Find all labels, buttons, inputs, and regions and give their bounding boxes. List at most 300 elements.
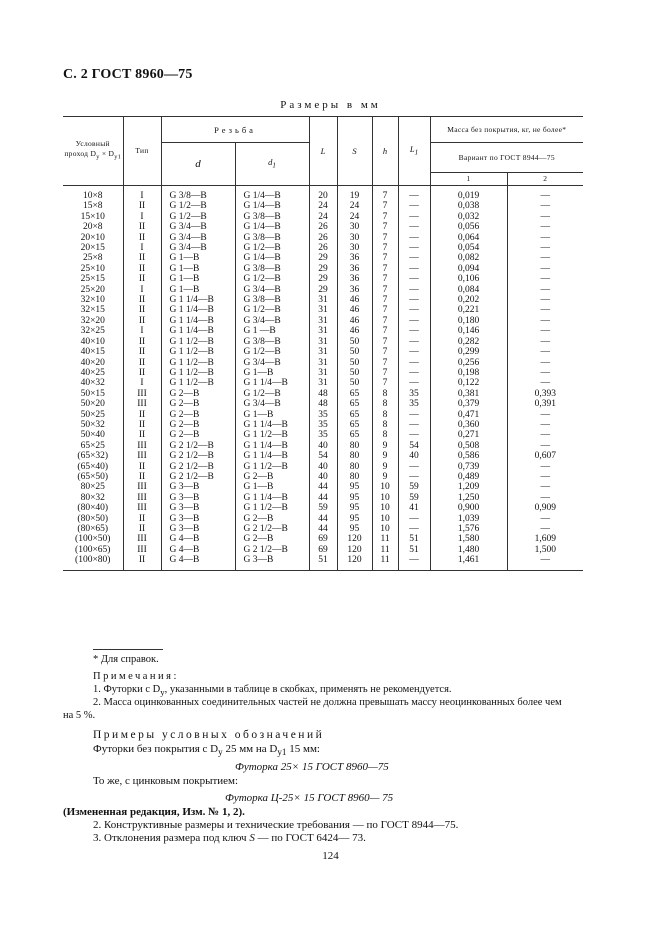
cell-mass-variant-1: 0,508: [430, 441, 507, 451]
col-header-variant-2: 2: [507, 173, 583, 186]
cell-S: 80: [337, 472, 372, 482]
cell-h: 9: [372, 451, 398, 461]
cell-L1: 59: [398, 482, 430, 492]
cell-thread-d1: G 3/8—B: [235, 233, 309, 243]
col-header-h: h: [372, 117, 398, 186]
cell-h: 7: [372, 274, 398, 284]
cell-type: III: [123, 451, 161, 461]
cell-S: 50: [337, 368, 372, 378]
cell-type: II: [123, 524, 161, 534]
cell-nominal-bore: 20×10: [63, 233, 123, 243]
cell-mass-variant-2: 1,500: [507, 545, 583, 555]
table-row: [63, 243, 583, 253]
cell-h: 7: [372, 222, 398, 232]
cell-type: II: [123, 368, 161, 378]
cell-mass-variant-1: 0,084: [430, 285, 507, 295]
cell-thread-d: G 1 1/4—B: [161, 326, 235, 336]
cell-type: II: [123, 201, 161, 211]
cell-S: 50: [337, 358, 372, 368]
cell-nominal-bore: 25×8: [63, 253, 123, 263]
cell-thread-d: G 4—B: [161, 534, 235, 544]
table-row: [63, 285, 583, 295]
cell-thread-d: G 1/2—B: [161, 201, 235, 211]
cell-h: 10: [372, 514, 398, 524]
cell-h: 11: [372, 534, 398, 544]
cell-mass-variant-1: 0,054: [430, 243, 507, 253]
page-header: С. 2 ГОСТ 8960—75: [63, 67, 193, 82]
table-row: [63, 337, 583, 347]
cell-thread-d1: G 3/4—B: [235, 285, 309, 295]
table-row: [63, 295, 583, 305]
cell-L1: —: [398, 233, 430, 243]
cell-type: III: [123, 482, 161, 492]
cell-L: 31: [309, 305, 337, 315]
cell-mass-variant-1: 0,739: [430, 462, 507, 472]
cell-mass-variant-2: —: [507, 243, 583, 253]
cell-type: II: [123, 264, 161, 274]
cell-S: 120: [337, 555, 372, 570]
cell-mass-variant-2: —: [507, 524, 583, 534]
table-row: [63, 430, 583, 440]
cell-thread-d1: G 1—B: [235, 410, 309, 420]
cell-h: 7: [372, 368, 398, 378]
cell-L1: —: [398, 514, 430, 524]
cell-mass-variant-2: —: [507, 316, 583, 326]
cell-thread-d: G 1 1/4—B: [161, 295, 235, 305]
cell-thread-d: G 1 1/2—B: [161, 337, 235, 347]
cell-S: 50: [337, 378, 372, 388]
cell-mass-variant-1: 1,209: [430, 482, 507, 492]
cell-S: 36: [337, 253, 372, 263]
table-row: [63, 358, 583, 368]
table-row: [63, 410, 583, 420]
cell-type: II: [123, 358, 161, 368]
cell-mass-variant-1: 1,480: [430, 545, 507, 555]
cell-L1: —: [398, 222, 430, 232]
cell-L1: —: [398, 420, 430, 430]
cell-L: 35: [309, 430, 337, 440]
table-row: [63, 441, 583, 451]
cell-mass-variant-2: —: [507, 186, 583, 202]
page-number: 124: [322, 850, 339, 862]
cell-thread-d: G 1 1/2—B: [161, 358, 235, 368]
cell-L1: —: [398, 337, 430, 347]
cell-thread-d1: G 1/4—B: [235, 222, 309, 232]
cell-L: 29: [309, 253, 337, 263]
cell-h: 8: [372, 399, 398, 409]
cell-thread-d1: G 1/4—B: [235, 186, 309, 202]
cell-mass-variant-2: —: [507, 555, 583, 570]
cell-L: 29: [309, 285, 337, 295]
cell-L: 40: [309, 462, 337, 472]
cell-thread-d: G 1—B: [161, 253, 235, 263]
col-header-variant-1: 1: [430, 173, 507, 186]
cell-L: 31: [309, 295, 337, 305]
example-2-designation: Футорка Ц-25× 15 ГОСТ 8960— 75: [225, 792, 394, 804]
cell-h: 10: [372, 493, 398, 503]
table-row: [63, 482, 583, 492]
cell-L: 44: [309, 514, 337, 524]
cell-L: 31: [309, 368, 337, 378]
cell-L1: —: [398, 410, 430, 420]
cell-nominal-bore: (100×80): [63, 555, 123, 570]
cell-mass-variant-1: 0,282: [430, 337, 507, 347]
cell-nominal-bore: 10×8: [63, 186, 123, 202]
cell-thread-d1: G 1 1/4—B: [235, 420, 309, 430]
cell-L: 24: [309, 201, 337, 211]
table-row: [63, 378, 583, 388]
cell-S: 65: [337, 430, 372, 440]
cell-mass-variant-1: 0,360: [430, 420, 507, 430]
cell-S: 30: [337, 222, 372, 232]
cell-thread-d1: G 1 1/4—B: [235, 493, 309, 503]
cell-h: 9: [372, 472, 398, 482]
cell-S: 19: [337, 186, 372, 202]
cell-L1: —: [398, 186, 430, 202]
cell-mass-variant-2: —: [507, 378, 583, 388]
cell-L1: —: [398, 472, 430, 482]
cell-mass-variant-1: 0,032: [430, 212, 507, 222]
cell-L: 29: [309, 264, 337, 274]
cell-mass-variant-2: —: [507, 233, 583, 243]
cell-thread-d1: G 1/2—B: [235, 305, 309, 315]
cell-nominal-bore: 50×20: [63, 399, 123, 409]
item-2: 2. Конструктивные размеры и технические требования — по ГОСТ 8944—75.: [93, 819, 459, 831]
cell-mass-variant-1: 0,489: [430, 472, 507, 482]
cell-L1: —: [398, 524, 430, 534]
cell-mass-variant-2: —: [507, 420, 583, 430]
cell-thread-d1: G 2—B: [235, 534, 309, 544]
cell-L: 59: [309, 503, 337, 513]
table-row: [63, 545, 583, 555]
footnote: * Для справок.: [93, 654, 159, 665]
cell-mass-variant-2: —: [507, 212, 583, 222]
cell-L: 26: [309, 243, 337, 253]
cell-nominal-bore: 80×32: [63, 493, 123, 503]
cell-thread-d: G 2 1/2—B: [161, 451, 235, 461]
cell-L: 35: [309, 410, 337, 420]
cell-mass-variant-2: —: [507, 368, 583, 378]
cell-L: 26: [309, 222, 337, 232]
cell-thread-d: G 1/2—B: [161, 212, 235, 222]
cell-mass-variant-2: —: [507, 295, 583, 305]
cell-nominal-bore: 20×8: [63, 222, 123, 232]
cell-nominal-bore: 50×25: [63, 410, 123, 420]
cell-S: 65: [337, 389, 372, 399]
cell-S: 50: [337, 347, 372, 357]
cell-L: 31: [309, 347, 337, 357]
cell-S: 46: [337, 295, 372, 305]
cell-L: 44: [309, 482, 337, 492]
notes-title: Примечания:: [93, 671, 179, 682]
cell-mass-variant-1: 1,250: [430, 493, 507, 503]
cell-mass-variant-2: —: [507, 285, 583, 295]
table-row: [63, 503, 583, 513]
cell-h: 7: [372, 243, 398, 253]
cell-mass-variant-2: —: [507, 493, 583, 503]
cell-type: III: [123, 503, 161, 513]
cell-mass-variant-1: 1,039: [430, 514, 507, 524]
cell-L1: —: [398, 274, 430, 284]
cell-mass-variant-1: 1,461: [430, 555, 507, 570]
cell-L1: 51: [398, 545, 430, 555]
cell-L: 40: [309, 472, 337, 482]
cell-mass-variant-1: 1,576: [430, 524, 507, 534]
cell-thread-d: G 2—B: [161, 430, 235, 440]
edition-note: (Измененная редакция, Изм. № 1, 2).: [63, 806, 245, 818]
cell-mass-variant-2: —: [507, 201, 583, 211]
cell-L: 31: [309, 378, 337, 388]
cell-thread-d: G 4—B: [161, 545, 235, 555]
cell-h: 7: [372, 233, 398, 243]
cell-S: 50: [337, 337, 372, 347]
cell-h: 7: [372, 285, 398, 295]
cell-type: I: [123, 243, 161, 253]
cell-mass-variant-1: 1,580: [430, 534, 507, 544]
table-row: [63, 524, 583, 534]
cell-thread-d1: G 2—B: [235, 472, 309, 482]
cell-nominal-bore: 32×25: [63, 326, 123, 336]
cell-type: I: [123, 378, 161, 388]
cell-S: 36: [337, 274, 372, 284]
cell-thread-d: G 1—B: [161, 285, 235, 295]
cell-thread-d1: G 1 1/2—B: [235, 430, 309, 440]
cell-L1: —: [398, 305, 430, 315]
cell-nominal-bore: 25×10: [63, 264, 123, 274]
cell-h: 11: [372, 555, 398, 570]
cell-h: 7: [372, 326, 398, 336]
cell-L1: 51: [398, 534, 430, 544]
cell-nominal-bore: (65×40): [63, 462, 123, 472]
col-header-L: L: [309, 117, 337, 186]
cell-S: 30: [337, 243, 372, 253]
cell-nominal-bore: 50×15: [63, 389, 123, 399]
cell-h: 8: [372, 410, 398, 420]
table-row: [63, 326, 583, 336]
cell-S: 65: [337, 420, 372, 430]
cell-type: II: [123, 430, 161, 440]
cell-nominal-bore: 40×32: [63, 378, 123, 388]
cell-type: II: [123, 472, 161, 482]
table-row: [63, 222, 583, 232]
cell-mass-variant-1: 0,256: [430, 358, 507, 368]
cell-thread-d1: G 3/8—B: [235, 264, 309, 274]
col-header-thread: Резьба: [161, 117, 309, 143]
cell-nominal-bore: 80×25: [63, 482, 123, 492]
cell-thread-d1: G 3/4—B: [235, 399, 309, 409]
cell-S: 80: [337, 451, 372, 461]
cell-mass-variant-2: —: [507, 274, 583, 284]
cell-nominal-bore: 65×25: [63, 441, 123, 451]
cell-mass-variant-2: —: [507, 441, 583, 451]
cell-mass-variant-2: —: [507, 514, 583, 524]
cell-thread-d: G 3/4—B: [161, 222, 235, 232]
cell-mass-variant-1: 0,271: [430, 430, 507, 440]
cell-type: II: [123, 462, 161, 472]
cell-type: II: [123, 305, 161, 315]
table-row: [63, 274, 583, 284]
cell-h: 8: [372, 430, 398, 440]
example-1: Футорки без покрытия с $D_y$ 25 мм на $D_{y1}$ 15 мм:: [93, 743, 320, 758]
cell-thread-d1: G 1—B: [235, 482, 309, 492]
cell-L1: —: [398, 316, 430, 326]
cell-L1: —: [398, 555, 430, 570]
cell-thread-d1: G 2 1/2—B: [235, 524, 309, 534]
cell-thread-d: G 2 1/2—B: [161, 462, 235, 472]
cell-mass-variant-2: —: [507, 462, 583, 472]
cell-thread-d1: G 3—B: [235, 555, 309, 570]
note-2-line-1: 2. Масса оцинкованных соединительных частей не должна превышать массу неоцинкованных более чем: [93, 697, 562, 708]
cell-nominal-bore: (80×40): [63, 503, 123, 513]
cell-L1: —: [398, 201, 430, 211]
cell-mass-variant-2: —: [507, 358, 583, 368]
cell-mass-variant-1: 0,019: [430, 186, 507, 202]
cell-nominal-bore: 32×10: [63, 295, 123, 305]
cell-thread-d1: G 1/4—B: [235, 201, 309, 211]
example-2: То же, с цинковым покрытием:: [93, 775, 239, 787]
cell-h: 7: [372, 316, 398, 326]
cell-thread-d: G 2—B: [161, 410, 235, 420]
cell-h: 7: [372, 212, 398, 222]
cell-thread-d: G 1 1/4—B: [161, 316, 235, 326]
cell-S: 65: [337, 410, 372, 420]
cell-thread-d: G 3—B: [161, 482, 235, 492]
cell-type: III: [123, 545, 161, 555]
cell-h: 10: [372, 524, 398, 534]
cell-mass-variant-1: 0,056: [430, 222, 507, 232]
cell-thread-d: G 1 1/2—B: [161, 378, 235, 388]
cell-thread-d1: G 1 —B: [235, 326, 309, 336]
cell-L1: —: [398, 253, 430, 263]
col-header-variant: Вариант по ГОСТ 8944—75: [430, 143, 583, 173]
cell-h: 10: [372, 503, 398, 513]
cell-h: 7: [372, 305, 398, 315]
cell-type: III: [123, 389, 161, 399]
cell-nominal-bore: 15×8: [63, 201, 123, 211]
cell-L: 48: [309, 389, 337, 399]
cell-thread-d1: G 3/8—B: [235, 212, 309, 222]
cell-mass-variant-2: —: [507, 305, 583, 315]
dimensions-table: [63, 116, 583, 571]
cell-type: I: [123, 285, 161, 295]
cell-S: 95: [337, 493, 372, 503]
cell-mass-variant-1: 0,180: [430, 316, 507, 326]
col-header-d1: $d_1$: [235, 143, 309, 186]
cell-mass-variant-1: 0,064: [430, 233, 507, 243]
cell-type: II: [123, 410, 161, 420]
cell-thread-d: G 1—B: [161, 274, 235, 284]
cell-mass-variant-2: 0,393: [507, 389, 583, 399]
cell-type: I: [123, 212, 161, 222]
cell-S: 80: [337, 462, 372, 472]
cell-type: II: [123, 316, 161, 326]
cell-mass-variant-2: 0,909: [507, 503, 583, 513]
cell-nominal-bore: 40×10: [63, 337, 123, 347]
cell-mass-variant-2: —: [507, 430, 583, 440]
cell-L1: —: [398, 285, 430, 295]
table-row: [63, 399, 583, 409]
cell-thread-d1: G 1/2—B: [235, 274, 309, 284]
cell-mass-variant-2: —: [507, 472, 583, 482]
cell-L: 48: [309, 399, 337, 409]
cell-h: 7: [372, 264, 398, 274]
cell-S: 120: [337, 545, 372, 555]
cell-thread-d1: G 2—B: [235, 514, 309, 524]
cell-nominal-bore: (65×50): [63, 472, 123, 482]
cell-L: 31: [309, 326, 337, 336]
table-row: [63, 305, 583, 315]
cell-h: 7: [372, 358, 398, 368]
note-2-line-2: на 5 %.: [63, 710, 96, 721]
cell-h: 7: [372, 295, 398, 305]
table-caption: Размеры в мм: [280, 99, 381, 111]
cell-thread-d: G 4—B: [161, 555, 235, 570]
cell-mass-variant-2: 1,609: [507, 534, 583, 544]
cell-L1: —: [398, 326, 430, 336]
cell-L1: —: [398, 295, 430, 305]
cell-nominal-bore: (100×65): [63, 545, 123, 555]
cell-type: II: [123, 337, 161, 347]
cell-type: II: [123, 295, 161, 305]
cell-type: III: [123, 493, 161, 503]
cell-mass-variant-2: —: [507, 482, 583, 492]
cell-L: 26: [309, 233, 337, 243]
cell-thread-d1: G 1 1/2—B: [235, 462, 309, 472]
cell-h: 8: [372, 420, 398, 430]
cell-thread-d: G 3—B: [161, 503, 235, 513]
cell-nominal-bore: 50×32: [63, 420, 123, 430]
cell-mass-variant-1: 0,122: [430, 378, 507, 388]
cell-mass-variant-2: —: [507, 222, 583, 232]
table-row: [63, 451, 583, 461]
table-row: [63, 462, 583, 472]
cell-S: 95: [337, 503, 372, 513]
table-row: [63, 514, 583, 524]
col-header-mass: Масса без покрытия, кг, не более*: [430, 117, 583, 143]
note-1: 1. Футорки с $D_y$, указанными в таблице в скобках, применять не рекомендуется.: [93, 684, 452, 698]
cell-L: 29: [309, 274, 337, 284]
cell-type: II: [123, 222, 161, 232]
cell-mass-variant-2: 0,607: [507, 451, 583, 461]
cell-h: 7: [372, 347, 398, 357]
cell-thread-d: G 2 1/2—B: [161, 441, 235, 451]
cell-mass-variant-2: —: [507, 326, 583, 336]
cell-mass-variant-1: 0,082: [430, 253, 507, 263]
col-header-type: Тип: [123, 117, 161, 186]
cell-type: I: [123, 186, 161, 202]
cell-L: 44: [309, 524, 337, 534]
cell-nominal-bore: 20×15: [63, 243, 123, 253]
cell-S: 95: [337, 514, 372, 524]
cell-thread-d1: G 1/2—B: [235, 243, 309, 253]
cell-L1: —: [398, 462, 430, 472]
cell-type: II: [123, 347, 161, 357]
cell-thread-d1: G 1 1/4—B: [235, 378, 309, 388]
cell-mass-variant-2: —: [507, 264, 583, 274]
cell-L: 40: [309, 441, 337, 451]
cell-thread-d: G 2—B: [161, 389, 235, 399]
cell-S: 120: [337, 534, 372, 544]
cell-nominal-bore: 40×25: [63, 368, 123, 378]
cell-type: III: [123, 534, 161, 544]
cell-L: 69: [309, 545, 337, 555]
cell-L1: —: [398, 430, 430, 440]
cell-L1: —: [398, 264, 430, 274]
cell-nominal-bore: 40×15: [63, 347, 123, 357]
cell-mass-variant-1: 0,299: [430, 347, 507, 357]
cell-thread-d1: G 1/2—B: [235, 389, 309, 399]
cell-S: 46: [337, 326, 372, 336]
